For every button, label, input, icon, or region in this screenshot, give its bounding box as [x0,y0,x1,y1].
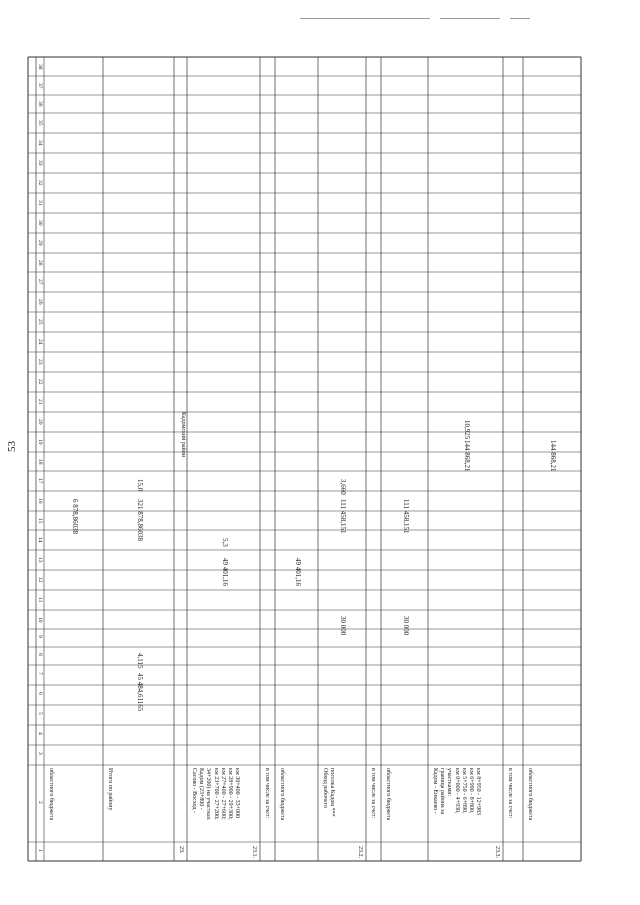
column-number: 19 [37,439,43,445]
column-number: 14 [37,537,43,543]
row-name-line: Кадом - Енкаево - [432,768,438,814]
column-number: 8 [37,653,43,656]
column-number: 20 [37,419,43,425]
row-name-line: поселка Кадом *** [329,768,336,817]
row-name-line: областного бюджета [385,768,391,821]
row-name-line: км 0+000 - 4+930, [453,768,460,814]
row-name-line: Кадом (23+800 - [198,768,205,810]
column-number: 17 [37,478,43,484]
cell-value: 6 878,86038 [70,498,79,534]
column-number: 16 [37,498,43,504]
column-number: 3 [37,752,43,755]
column-number: 30 [37,220,43,226]
cell-value: 144 868,21 [549,439,557,471]
column-number: 18 [37,458,43,465]
row-number: 23.2. [357,846,363,858]
column-number: 28 [37,259,43,266]
column-number: 25 [37,319,43,325]
cell-value: 5,3 [220,538,229,547]
row-name-line: км 6+990 - 8+800, [468,768,474,814]
row-name-line: Обход рабочего [322,768,328,808]
column-number: 21 [37,399,43,405]
column-number: 7 [37,672,43,675]
column-number: 5 [37,712,43,715]
column-number: 11 [37,597,43,603]
row-name-line: км 8+950 - 12+983 [475,768,482,815]
row-name-line: в том числе за счет: [264,768,270,819]
column-number: 29 [37,240,43,246]
row-name-line: км 30+400 - 33+000 [234,768,241,818]
row-name-line: км 28+900 - 29+300; [227,768,233,820]
cell-value: 3,660 [339,479,347,495]
row-name-line: в том числе за счет: [507,768,513,819]
cell-value: 30 000 [339,616,347,636]
cell-value: 111 458,151 [401,498,410,533]
row-name-line: 34+200) на участках [205,768,212,820]
cell-value: 10,925 [462,420,471,440]
column-number: 31 [37,200,43,206]
column-number: 9 [37,635,43,638]
column-number: 1 [37,848,43,852]
row-name-line: областного бюджета [48,768,54,821]
column-number: 2 [37,800,43,804]
column-number: 12 [37,577,43,583]
row-name-line: км 23+700 - 27+200; [212,768,219,820]
row-number: 23.3. [494,846,500,858]
column-number: 13 [37,557,43,563]
column-number: 6 [37,692,43,695]
cell-value: 45 484,61165 [135,673,144,712]
column-number: 24 [37,339,43,345]
page-number: 53 [6,441,18,452]
row-name-line: км 5+750 - 6+890, [460,768,467,814]
cell-value: 321 878,86038 [135,498,144,541]
column-number: 26 [37,299,43,305]
cell-value: 15,0 [135,479,144,492]
row-name-line: Сасово - Восход - [191,768,197,814]
column-number: 15 [37,517,43,524]
row-name-line: в том числе за счет: [370,768,376,819]
row-name-line: областного бюджета [279,768,285,821]
row-name-line: Итого по району [107,768,113,811]
district-header: Кадомский район [180,412,186,457]
cell-value: 144 868,21 [462,439,471,471]
column-number: 27 [37,279,43,285]
cell-value: 4,115 [135,653,144,669]
column-number: 10 [37,616,43,623]
column-number: 36 [37,101,43,107]
row-name-line: областного бюджета [527,768,533,821]
row-name-line: км 27+400 - 27+600; [219,768,226,820]
cell-value: 111 458,151 [339,498,347,533]
cell-value: 49 401,16 [293,558,302,586]
column-number: 35 [37,120,43,126]
column-number: 33 [37,160,43,166]
column-number: 4 [37,732,43,735]
row-number: 23.1. [251,846,257,858]
column-number: 22 [37,379,43,385]
cell-value: 49 401,16 [220,558,229,586]
row-name-line: участками: [446,768,453,797]
cell-value: 30 000 [401,616,410,636]
column-number: 38 [37,63,43,70]
row-number: 23. [178,846,184,854]
column-number: 23 [37,359,43,365]
column-number: 34 [37,140,43,146]
row-name-line: граница района за [439,768,446,815]
column-number: 37 [37,82,43,89]
column-number: 32 [37,180,43,186]
